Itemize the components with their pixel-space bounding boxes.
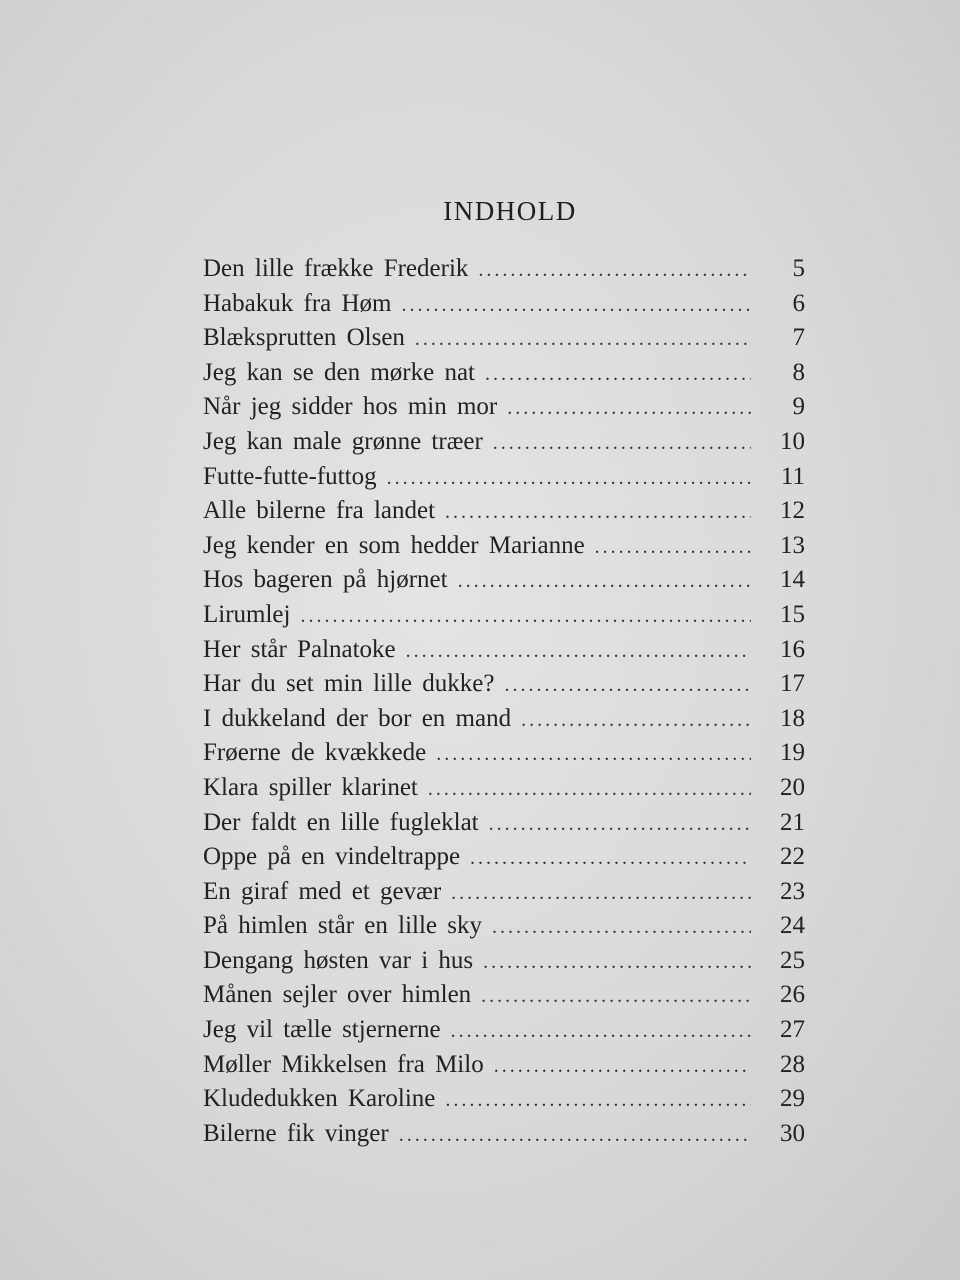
toc-entry [203, 460, 805, 495]
toc-entry-page-number: 21 [780, 808, 805, 836]
toc-entry [203, 771, 805, 806]
toc-entry-page-number: 28 [780, 1050, 805, 1078]
toc-entry [203, 667, 805, 702]
page-title: INDHOLD [443, 196, 577, 226]
toc-entry [203, 321, 805, 356]
toc-entry-title: Habakuk fra Høm [203, 289, 392, 317]
toc-entry-page-number: 16 [780, 635, 805, 663]
toc-entry [203, 1117, 805, 1152]
toc-entry-page-number: 30 [780, 1119, 805, 1147]
toc-entry-title: Futte-futte-futtog [203, 462, 377, 490]
toc-entry-title: En giraf med et gevær [203, 877, 442, 905]
toc-entry-page-number: 14 [780, 566, 805, 594]
toc-entry [203, 1048, 805, 1083]
toc-entry-title: Jeg kan se den mørke nat [203, 358, 476, 386]
dot-leader [489, 807, 751, 842]
toc-entry-page-number: 24 [780, 912, 805, 940]
toc-entry-page-number: 5 [792, 255, 805, 282]
toc-entry [203, 702, 805, 737]
dot-leader [451, 876, 751, 911]
toc-entry [203, 1082, 805, 1117]
toc-entry-page-number: 20 [780, 773, 805, 801]
toc-entry-page-number: 29 [780, 1085, 805, 1113]
toc-entry-title: Der faldt en lille fugleklat [203, 808, 479, 836]
toc-entry-page-number: 6 [792, 289, 805, 317]
toc-entry-page-number: 19 [780, 739, 805, 767]
toc-entry-title: Frøerne de kvækkede [203, 739, 427, 767]
toc-entry [203, 425, 805, 460]
dot-leader [415, 322, 751, 357]
dot-leader [387, 461, 751, 496]
toc-entry-page-number: 23 [780, 877, 805, 905]
toc-entry-title: Jeg vil tælle stjernerne [203, 1016, 441, 1044]
toc-entry [203, 390, 805, 425]
toc-entry [203, 736, 805, 771]
toc-entry-title: Hos bageren på hjørnet [203, 566, 448, 594]
toc-entry-page-number: 25 [780, 946, 805, 974]
dot-leader [458, 564, 751, 599]
toc-entry-title: Jeg kan male grønne træer [203, 427, 483, 455]
toc-entry [203, 494, 805, 529]
dot-leader [445, 1083, 751, 1118]
toc-entry [203, 287, 805, 322]
toc-entry-page-number: 22 [780, 843, 805, 871]
dot-leader [492, 910, 751, 945]
dot-leader [436, 737, 751, 772]
toc-entry [203, 633, 805, 668]
toc-entry-title: Blæksprutten Olsen [203, 324, 405, 352]
toc-entry-page-number: 8 [792, 358, 805, 386]
dot-leader [481, 979, 751, 1014]
toc-entry [203, 806, 805, 841]
toc-entry-page-number: 7 [792, 324, 805, 352]
toc-entry-page-number: 12 [780, 497, 805, 525]
dot-leader [507, 391, 751, 426]
toc-entry-title: Her står Palnatoke [203, 635, 396, 663]
toc-entry-title: Bilerne fik vinger [203, 1119, 389, 1147]
toc-entry-page-number: 26 [780, 981, 805, 1009]
dot-leader [595, 530, 751, 565]
toc-entry-page-number: 11 [780, 462, 805, 490]
dot-leader [485, 357, 751, 392]
dot-leader [504, 668, 751, 703]
toc-entry [203, 563, 805, 598]
toc-entry-page-number: 15 [780, 600, 805, 628]
toc-entry [203, 978, 805, 1013]
toc-entry-title: Jeg kender en som hedder Marianne [203, 531, 585, 559]
toc-entry-page-number: 13 [780, 531, 805, 559]
toc-entry-title: Månen sejler over himlen [203, 981, 472, 1009]
toc-entry-page-number: 9 [792, 393, 805, 421]
dot-leader [521, 703, 751, 738]
dot-leader [428, 772, 751, 807]
dot-leader [300, 599, 751, 634]
dot-leader [399, 1118, 751, 1153]
dot-leader [402, 288, 752, 323]
toc-entry [203, 944, 805, 979]
dot-leader [445, 495, 751, 530]
toc-entry-page-number: 17 [780, 670, 805, 698]
dot-leader [451, 1014, 751, 1049]
toc-entry-title: Den lille frække Frederik [203, 255, 469, 282]
toc-entry-title: Klara spiller klarinet [203, 773, 418, 801]
toc-entry [203, 840, 805, 875]
toc-entry-page-number: 10 [780, 427, 805, 455]
toc-entry [203, 1013, 805, 1048]
toc-entry-title: Kludedukken Karoline [203, 1085, 436, 1113]
toc-entry [203, 356, 805, 391]
dot-leader [493, 426, 751, 461]
toc-entry-title: Dengang høsten var i hus [203, 946, 474, 974]
toc-entry-title: Alle bilerne fra landet [203, 497, 436, 525]
dot-leader [470, 841, 751, 876]
toc-entry [203, 875, 805, 910]
toc-entry-title: Oppe på en vindeltrappe [203, 843, 461, 871]
toc-entry [203, 252, 805, 287]
table-of-contents [203, 252, 805, 1151]
toc-entry-title: Har du set min lille dukke? [203, 670, 495, 698]
toc-entry [203, 909, 805, 944]
dot-leader [406, 634, 751, 669]
toc-entry-title: I dukkeland der bor en mand [203, 704, 512, 732]
dot-leader [478, 253, 751, 288]
toc-entry-title: Lirumlej [203, 600, 291, 628]
toc-entry-page-number: 18 [780, 704, 805, 732]
toc-entry [203, 529, 805, 564]
toc-entry [203, 598, 805, 633]
toc-entry-page-number: 27 [780, 1016, 805, 1044]
dot-leader [494, 1049, 751, 1084]
toc-entry-title: Når jeg sidder hos min mor [203, 393, 498, 421]
toc-entry-title: Møller Mikkelsen fra Milo [203, 1050, 484, 1078]
toc-entry-title: På himlen står en lille sky [203, 912, 482, 940]
dot-leader [483, 945, 751, 980]
